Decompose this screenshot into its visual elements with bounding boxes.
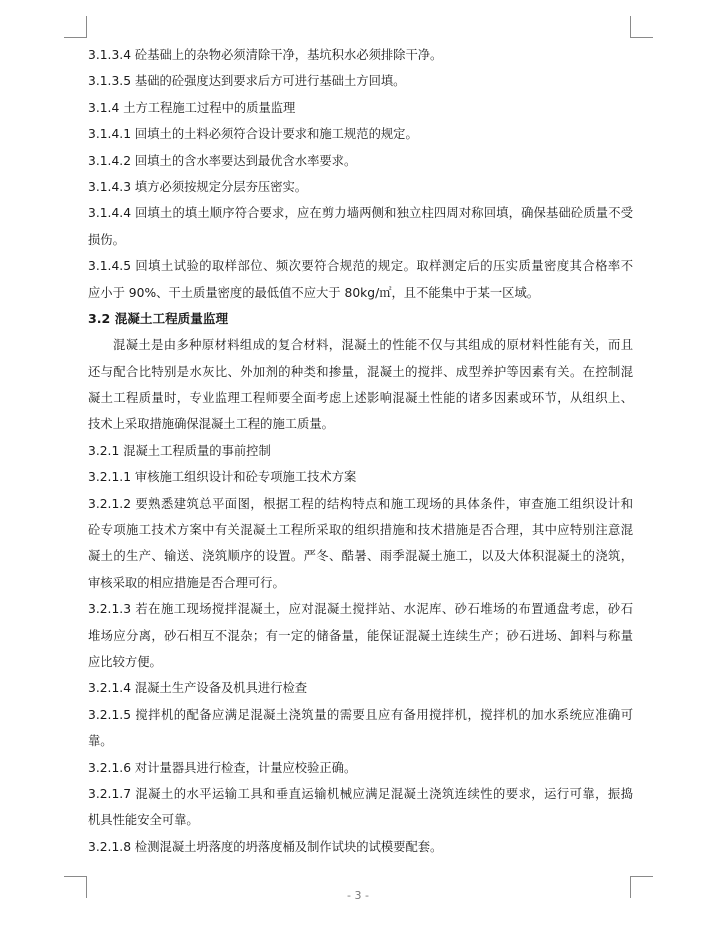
text-line: 3.2.1.5 搅拌机的配备应满足混凝土浇筑量的需要且应有备用搅拌机，搅拌机的加水系统应准确可 bbox=[88, 707, 633, 722]
text-line: 应比较方便。 bbox=[88, 654, 162, 669]
text-line: 凝土的生产、输送、浇筑顺序的设置。严冬、酷暑、雨季混凝土施工，以及大体积混凝土的浇筑， bbox=[88, 549, 633, 564]
text-line: 砼专项施工技术方案中有关混凝土工程所采取的组织措施和技术措施是否合理，其中应特别注意混 bbox=[88, 523, 633, 538]
text-line: 3.2.1.6 对计量器具进行检查，计量应校验正确。 bbox=[88, 760, 357, 775]
text-line: 3.2.1.8 检测混凝土坍落度的坍落度桶及制作试块的试模要配套。 bbox=[88, 839, 443, 854]
text-line: 3.1.3.5 基础的砼强度达到要求后方可进行基础土方回填。 bbox=[88, 74, 406, 89]
paragraph-line: 还与配合比特别是水灰比、外加剂的种类和掺量，混凝土的搅拌、成型养护等因素有关。在控制混 bbox=[88, 364, 633, 379]
text-line: 3.2.1.1 审核施工组织设计和砼专项施工技术方案 bbox=[88, 470, 357, 485]
text-line: 3.1.4.5 回填土试验的取样部位、频次要符合规范的规定。取样测定后的压实质量密度其合格率不 bbox=[88, 259, 633, 274]
text-line: 3.2.1.3 若在施工现场搅拌混凝土，应对混凝土搅拌站、水泥库、砂石堆场的布置通盘考虑，砂石 bbox=[88, 602, 633, 617]
paragraph-line: 混凝土是由多种原材料组成的复合材料，混凝土的性能不仅与其组成的原材料性能有关，而且 bbox=[113, 338, 633, 353]
text-line: 堆场应分离，砂石相互不混杂；有一定的储备量，能保证混凝土连续生产；砂石进场、卸料与称量 bbox=[88, 628, 633, 643]
text-line: 3.1.4.4 回填土的填土顺序符合要求，应在剪力墙两侧和独立柱四周对称回填，确保基础砼质量不受 bbox=[88, 206, 633, 221]
paragraph-line: 技术上采取措施确保混凝土工程的施工质量。 bbox=[88, 417, 334, 432]
text-line: 损伤。 bbox=[88, 232, 125, 247]
text-line: 审核采取的相应措施是否合理可行。 bbox=[88, 575, 285, 590]
text-line: 3.2.1.4 混凝土生产设备及机具进行检查 bbox=[88, 681, 308, 696]
text-line: 3.2.1.7 混凝土的水平运输工具和垂直运输机械应满足混凝土浇筑连续性的要求，运行可靠，振捣 bbox=[88, 786, 633, 801]
text-line: 3.1.4.2 回填土的含水率要达到最优含水率要求。 bbox=[88, 153, 357, 168]
text-line: 3.2.1.2 要熟悉建筑总平面图，根据工程的结构特点和施工现场的具体条件，审查施工组织设计和 bbox=[88, 496, 633, 511]
section-heading: 3.2 混凝土工程质量监理 bbox=[88, 310, 229, 326]
text-line: 机具性能安全可靠。 bbox=[88, 813, 199, 828]
text-line: 应小于 90%、干土质量密度的最低值不应大于 80kg/㎡，且不能集中于某一区域。 bbox=[88, 285, 540, 300]
page-number: - 3 - bbox=[347, 889, 369, 902]
text-line: 靠。 bbox=[88, 734, 113, 749]
section-subheading: 3.2.1 混凝土工程质量的事前控制 bbox=[88, 443, 271, 458]
paragraph-line: 凝土工程质量时，专业监理工程师要全面考虑上述影响混凝土性能的诸多因素或环节，从组织上、 bbox=[88, 391, 633, 406]
text-line: 3.1.3.4 砼基础上的杂物必须清除干净，基坑积水必须排除干净。 bbox=[88, 48, 443, 62]
section-subheading: 3.1.4 土方工程施工过程中的质量监理 bbox=[88, 100, 296, 115]
text-line: 3.1.4.3 填方必须按规定分层夯压密实。 bbox=[88, 179, 308, 194]
text-line: 3.1.4.1 回填土的土料必须符合设计要求和施工规范的规定。 bbox=[88, 127, 418, 142]
document-body bbox=[88, 42, 633, 860]
